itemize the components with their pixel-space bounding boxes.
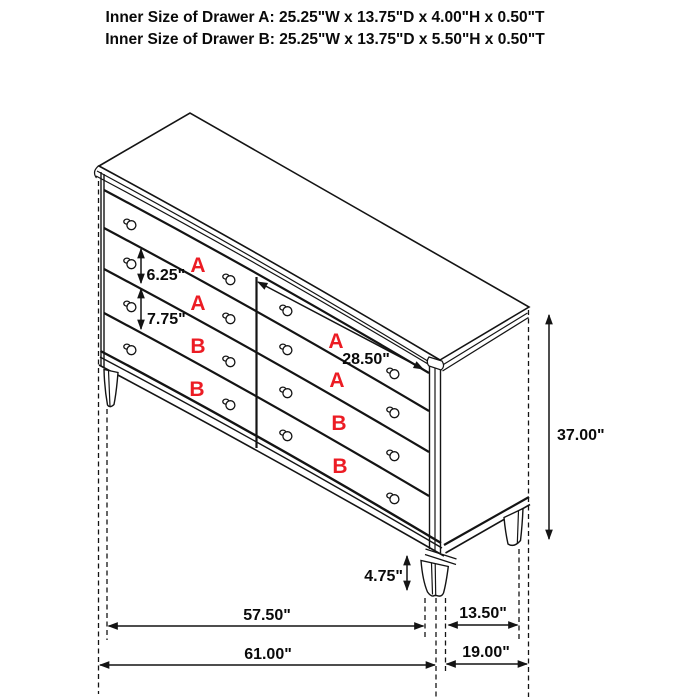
drawer-label-left-1: A <box>190 254 206 277</box>
dimension-label-depth-between-legs: 13.50" <box>459 605 507 622</box>
title-line-drawer-b: Inner Size of Drawer B: 25.25"W x 13.75"D x 5.50"H x 0.50"T <box>105 31 545 48</box>
drawer-label-right-2: A <box>329 369 345 392</box>
drawer-label-right-3: B <box>331 412 347 435</box>
dimension-label-drawer-b: 7.75" <box>147 311 186 328</box>
dimension-label-bank-width: 28.50" <box>342 351 390 368</box>
drawer-label-right-1: A <box>328 330 344 353</box>
dimension-label-drawer-a: 6.25" <box>146 267 186 284</box>
dimension-label-overall-depth: 19.00" <box>462 644 510 661</box>
dimension-label-width-between-legs: 57.50" <box>243 607 291 624</box>
dimension-label-leg-height: 4.75" <box>364 568 403 585</box>
drawer-label-left-4: B <box>189 378 205 401</box>
drawer-label-left-2: A <box>190 292 206 315</box>
drawer-label-left-3: B <box>190 335 206 358</box>
dimension-label-overall-width: 61.00" <box>244 646 292 663</box>
title-line-drawer-a: Inner Size of Drawer A: 25.25"W x 13.75"D x 4.00"H x 0.50"T <box>105 9 545 26</box>
front-right-leg-seam-2 <box>435 564 436 596</box>
dimension-label-overall-height: 37.00" <box>557 427 605 444</box>
drawer-label-right-4: B <box>332 455 348 478</box>
